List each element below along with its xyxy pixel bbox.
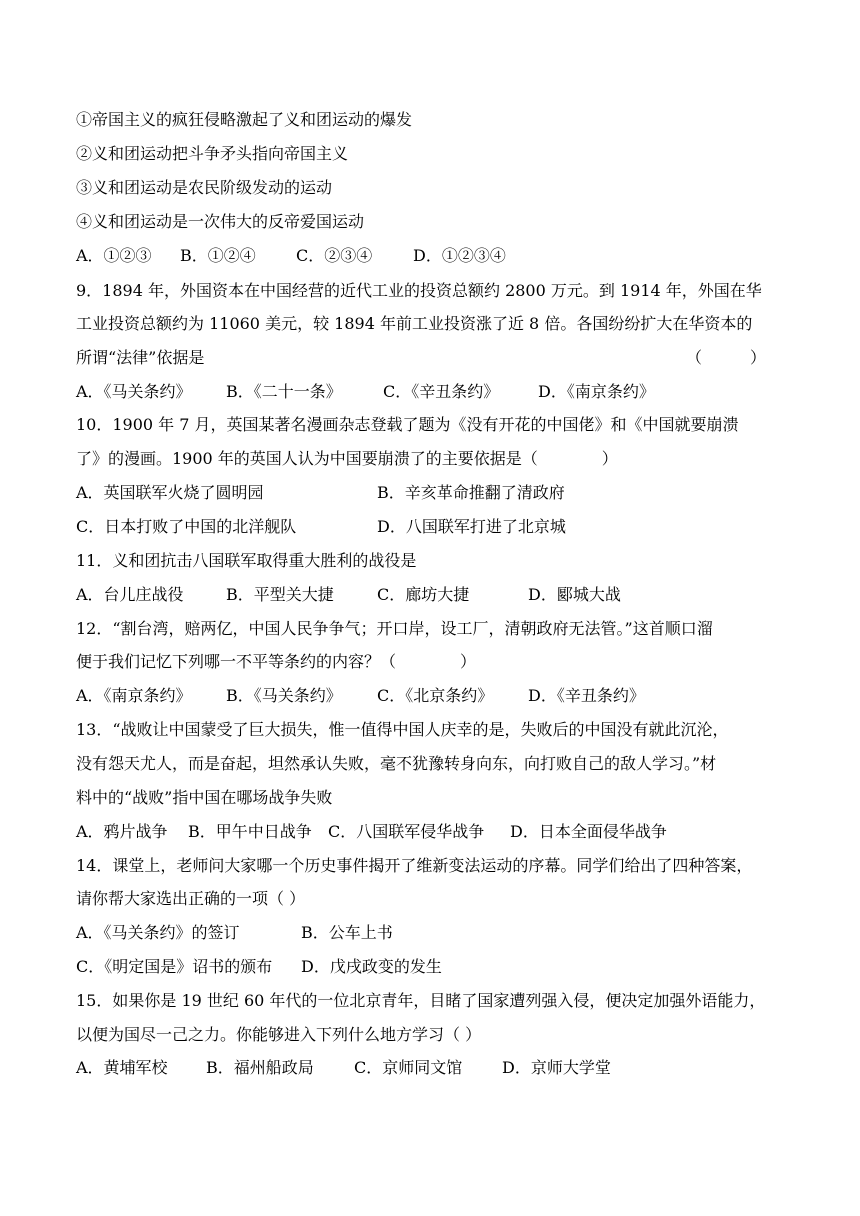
- q12-option-c: C．《北京条约》: [377, 686, 494, 705]
- q14-option-c: C．《明定国是》诏书的颁布: [76, 957, 273, 976]
- q9-option-c: C．《辛丑条约》: [383, 382, 500, 401]
- q10-option-d: D．八国联军打进了北京城: [377, 517, 566, 536]
- q14-option-d: D．戊戌政变的发生: [301, 957, 442, 976]
- q15-line-2: 以便为国尽一己之力。你能够进入下列什么地方学习（ ）: [76, 1025, 482, 1044]
- q10-option-c: C．日本打败了中国的北洋舰队: [76, 517, 297, 536]
- statement-3: ③义和团运动是农民阶级发动的运动: [76, 178, 333, 197]
- q10-option-b: B．辛亥革命推翻了清政府: [377, 483, 565, 502]
- q15-option-a: A．黄埔军校: [76, 1058, 168, 1077]
- q9-option-a: A．《马关条约》: [76, 382, 192, 401]
- q9-line-1: 9．1894 年，外国资本在中国经营的近代工业的投资总额约 2800 万元。到 1914 年，外国在华: [76, 281, 762, 300]
- q11-line-1: 11．义和团抗击八国联军取得重大胜利的战役是: [76, 551, 417, 570]
- q11-option-a: A．台儿庄战役: [76, 585, 184, 604]
- q12-line-2: 便于我们记忆下列哪一不平等条约的内容？（ ）: [76, 652, 477, 671]
- q15-option-b: B．福州船政局: [206, 1058, 314, 1077]
- q10-line-1: 10．1900 年 7 月，英国某著名漫画杂志登载了题为《没有开花的中国佬》和《中国就要崩溃: [76, 415, 739, 434]
- q9-answer-bracket: （ ）: [686, 348, 767, 367]
- q10-line-2: 了》的漫画。1900 年的英国人认为中国要崩溃了的主要依据是（ ）: [76, 449, 618, 468]
- q13-line-3: 料中的“战败”指中国在哪场战争失败: [76, 788, 333, 807]
- q13-line-1: 13．“战败让中国蒙受了巨大损失，惟一值得中国人庆幸的是，失败后的中国没有就此沉沦，: [76, 720, 729, 739]
- q8-option-a: A．①②③: [76, 246, 152, 265]
- q12-option-a: A．《南京条约》: [76, 686, 192, 705]
- statement-1: ①帝国主义的疯狂侵略激起了义和团运动的爆发: [76, 110, 413, 129]
- q13-option-c: C．八国联军侵华战争: [328, 822, 485, 841]
- q9-line-3: 所谓“法律”依据是: [76, 348, 205, 367]
- q14-option-a: A．《马关条约》的签订: [76, 923, 240, 942]
- q10-option-a: A．英国联军火烧了圆明园: [76, 483, 264, 502]
- q13-option-b: B．甲午中日战争: [188, 822, 312, 841]
- q13-option-a: A．鸦片战争: [76, 822, 168, 841]
- q13-option-d: D．日本全面侵华战争: [510, 822, 667, 841]
- q14-line-2: 请你帮大家选出正确的一项（ ）: [76, 889, 306, 908]
- q15-line-1: 15．如果你是 19 世纪 60 年代的一位北京青年，目睹了国家遭列强入侵，便决定加强外语能力，: [76, 991, 766, 1010]
- q14-line-1: 14．课堂上，老师问大家哪一个历史事件揭开了维新变法运动的序幕。同学们给出了四种答案，: [76, 856, 753, 875]
- q15-option-c: C．京师同文馆: [354, 1058, 463, 1077]
- q8-option-b: B．①②④: [180, 246, 256, 265]
- q9-option-d: D．《南京条约》: [538, 382, 655, 401]
- q13-line-2: 没有怨天尤人，而是奋起，坦然承认失败，毫不犹豫转身向东，向打败自己的敌人学习。”材: [76, 754, 717, 773]
- q12-line-1: 12．“割台湾，赔两亿，中国人民争争气；开口岸，设工厂，清朝政府无法管。”这首顺口溜: [76, 619, 713, 638]
- q15-option-d: D．京师大学堂: [502, 1058, 611, 1077]
- statement-4: ④义和团运动是一次伟大的反帝爱国运动: [76, 212, 365, 231]
- q12-option-b: B．《马关条约》: [226, 686, 342, 705]
- q14-option-b: B．公车上书: [301, 923, 393, 942]
- q8-option-c: C．②③④: [296, 246, 373, 265]
- q11-option-c: C．廊坊大捷: [377, 585, 470, 604]
- q12-option-d: D．《辛丑条约》: [528, 686, 645, 705]
- q11-option-b: B．平型关大捷: [226, 585, 334, 604]
- q9-line-2: 工业投资总额约为 11060 美元，较 1894 年前工业投资涨了近 8 倍。各国纷纷扩大在华资本的: [76, 314, 753, 333]
- q11-option-d: D．郾城大战: [528, 585, 621, 604]
- q9-option-b: B．《二十一条》: [226, 382, 342, 401]
- statement-2: ②义和团运动把斗争矛头指向帝国主义: [76, 144, 349, 163]
- q8-option-d: D．①②③④: [413, 246, 506, 265]
